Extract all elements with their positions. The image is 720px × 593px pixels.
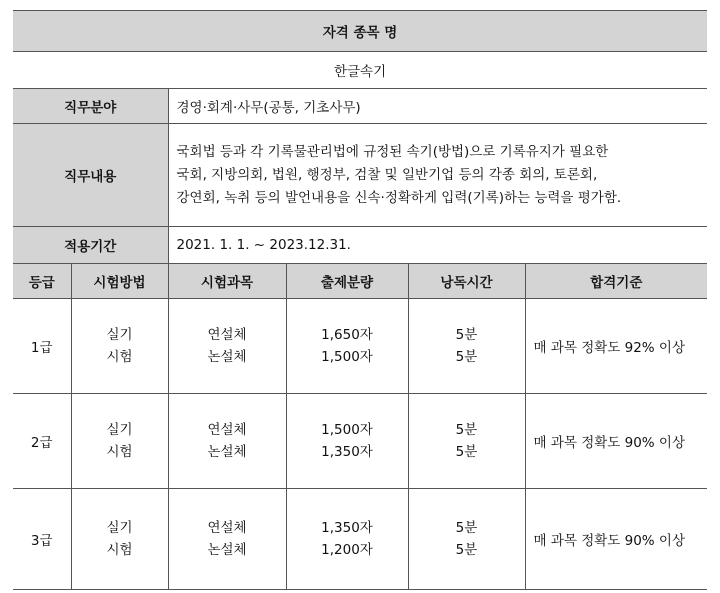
title-row [13,11,707,52]
method-cell [71,299,168,394]
time-line: 5분 [455,349,478,365]
subject-cell [168,299,286,394]
method-cell [71,489,168,590]
time-line: 5분 [455,542,478,558]
period-value: 2021. 1. 1. ~ 2023.12.31. [168,227,707,264]
method-line: 시험 [106,349,133,365]
time-line: 5분 [455,327,478,343]
time-cell [408,489,525,590]
column-header-grade: 등급 [13,264,71,299]
subject-cell [168,489,286,590]
amount-line: 1,650자 [321,327,373,343]
subject-line: 연설체 [207,520,247,536]
time-line: 5분 [455,520,478,536]
time-cell [408,394,525,489]
content-row [13,124,707,227]
grade-cell: 3급 [13,489,71,590]
method-line: 실기 [106,520,133,536]
amount-line: 1,200자 [321,542,373,558]
grade-cell: 2급 [13,394,71,489]
column-header-criteria: 합격기준 [525,264,707,299]
amount-line: 1,350자 [321,520,373,536]
subject-line: 논설체 [207,349,247,365]
table-title: 자격 종목 명 [13,11,707,52]
table-row [13,394,707,489]
column-header-subject: 시험과목 [168,264,286,299]
qualification-table [13,10,707,590]
amount-line: 1,500자 [321,422,373,438]
method-line: 실기 [106,327,133,343]
grade-cell: 1급 [13,299,71,394]
method-line: 실기 [106,422,133,438]
field-value: 경영·회계·사무(공통, 기초사무) [168,89,707,124]
subject-line: 연설체 [207,422,247,438]
content-line: 국회, 지방의회, 법원, 행정부, 검찰 및 일반기업 등의 각종 회의, 토론회, [176,166,598,183]
column-header-row [13,264,707,299]
time-line: 5분 [455,422,478,438]
content-label: 직무내용 [13,124,168,227]
time-cell [408,299,525,394]
table-row [13,489,707,590]
field-row [13,89,707,124]
content-description [168,124,707,227]
table-row [13,299,707,394]
field-label: 직무분야 [13,89,168,124]
method-line: 시험 [106,542,133,558]
criteria-cell: 매 과목 정확도 90% 이상 [525,489,707,590]
period-row [13,227,707,264]
subject-line: 논설체 [207,542,247,558]
subject-line: 논설체 [207,444,247,460]
criteria-cell: 매 과목 정확도 90% 이상 [525,394,707,489]
content-line: 강연회, 녹취 등의 발언내용을 신속·정확하게 입력(기록)하는 능력을 평가함. [176,189,622,206]
method-cell [71,394,168,489]
column-header-method: 시험방법 [71,264,168,299]
subject-line: 연설체 [207,327,247,343]
content-line: 국회법 등과 각 기록물관리법에 규정된 속기(방법)으로 기록유지가 필요한 [176,143,609,160]
amount-line: 1,500자 [321,349,373,365]
qualification-name: 한글속기 [13,52,707,89]
amount-cell [286,394,408,489]
amount-cell [286,299,408,394]
amount-line: 1,350자 [321,444,373,460]
period-label: 적용기간 [13,227,168,264]
qualification-table-wrapper [13,10,707,590]
criteria-cell: 매 과목 정확도 92% 이상 [525,299,707,394]
column-header-time: 낭독시간 [408,264,525,299]
amount-cell [286,489,408,590]
time-line: 5분 [455,444,478,460]
name-row [13,52,707,89]
column-header-amount: 출제분량 [286,264,408,299]
subject-cell [168,394,286,489]
method-line: 시험 [106,444,133,460]
